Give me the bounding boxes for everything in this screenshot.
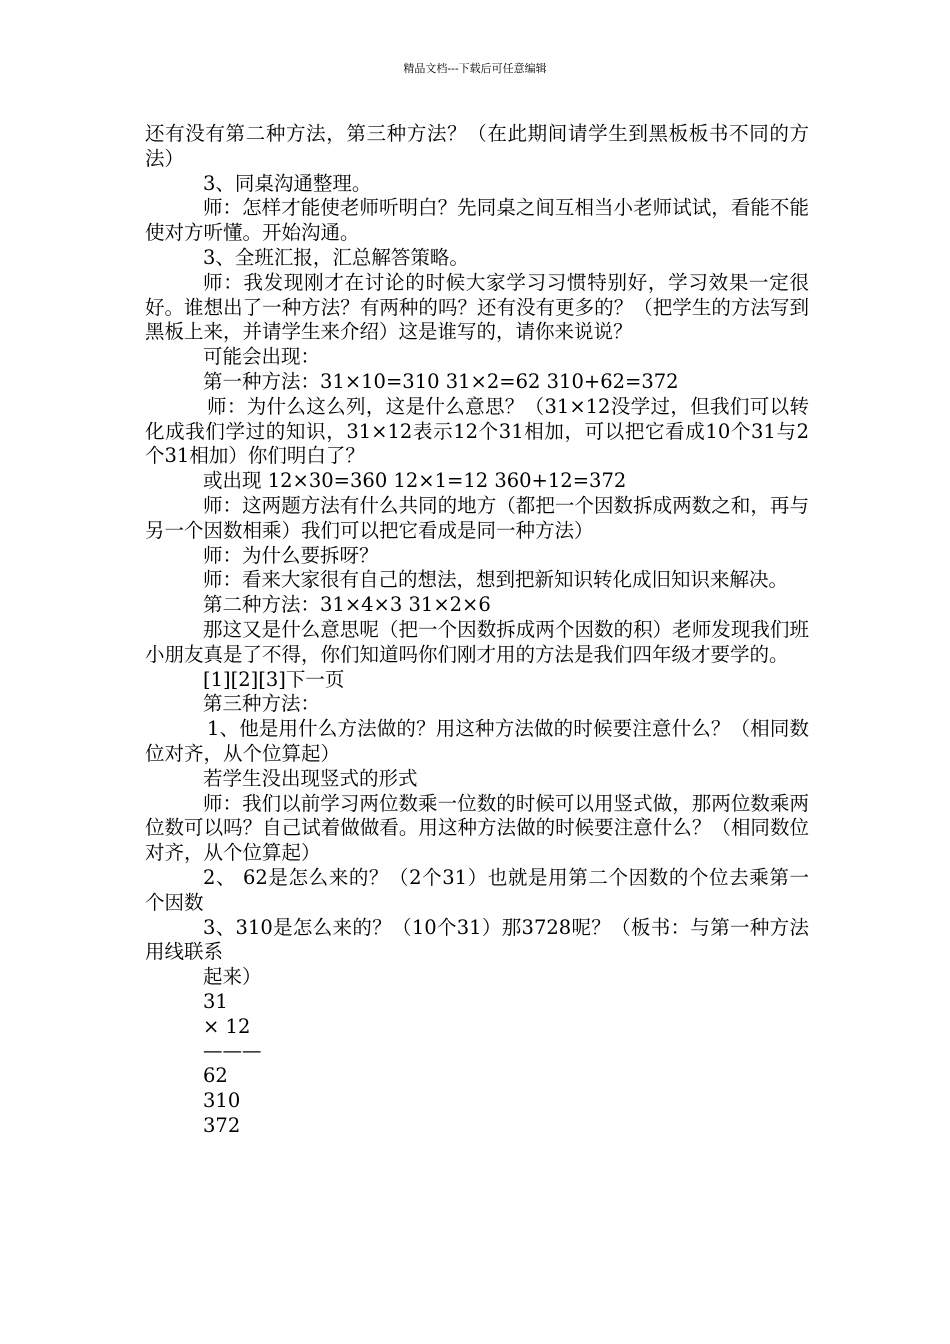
vertical-calc-multiplier: × 12 <box>203 1014 251 1038</box>
paragraph-teacher-split: 师：为什么要拆呀？ <box>203 543 379 567</box>
paragraph-question-3: 3、310是怎么来的？（10个31）那3728呢？（板书：与第一种方法用线联系 <box>145 915 809 964</box>
paragraph-teacher-discover: 师：我发现刚才在讨论的时候大家学习习惯特别好，学习效果一定很好。谁想出了一种方法？有两种的吗？还有没有更多的？（把学生的方法写到黑板上来，并请学生来介绍）这是谁写的，请你来说说？ <box>145 270 809 344</box>
document-body <box>145 122 809 1139</box>
paragraph-alternative: 或出现 12×30=360 12×1=12 360+12=372 <box>203 469 627 493</box>
vertical-calc-result: 372 <box>203 1113 241 1137</box>
paragraph-teacher-ideas: 师：看来大家很有自己的想法，想到把新知识转化成旧知识来解决。 <box>203 568 789 592</box>
paragraph-no-vertical: 若学生没出现竖式的形式 <box>203 766 418 790</box>
page-header: 精品文档---下载后可任意编辑 <box>403 62 547 75</box>
paragraph-method-2-meaning: 那这又是什么意思呢（把一个因数拆成两个因数的积）老师发现我们班小朋友真是了不得，你们知道吗你们刚才用的方法是我们四年级才要学的。 <box>145 617 809 666</box>
paragraph-method-3: 第三种方法： <box>203 692 321 716</box>
paragraph-more-methods: 还有没有第二种方法，第三种方法？（在此期间请学生到黑板板书不同的方法） <box>145 122 809 170</box>
paragraph-step-3-report: 3、全班汇报，汇总解答策略。 <box>203 245 469 269</box>
vertical-calc-partial-2: 310 <box>203 1089 241 1113</box>
paragraph-possible: 可能会出现： <box>203 345 321 369</box>
paragraph-step-3-deskmate: 3、同桌沟通整理。 <box>203 171 372 195</box>
paragraph-method-2: 第二种方法：31×4×3 31×2×6 <box>203 593 491 617</box>
paragraph-teacher-vertical: 师：我们以前学习两位数乘一位数的时候可以用竖式做，那两位数乘两位数可以吗？自己试着做做看。用这种方法做的时候要注意什么？（相同数位对齐，从个位算起） <box>145 791 809 865</box>
paragraph-teacher-communicate: 师：怎样才能使老师听明白？先同桌之间互相当小老师试试，看能不能使对方听懂。开始沟通。 <box>145 196 809 245</box>
paragraph-question-1: 1、他是用什么方法做的？用这种方法做的时候要注意什么？（相同数位对齐，从个位算起） <box>145 717 809 765</box>
paragraph-question-2: 2、 62是怎么来的？（2个31）也就是用第二个因数的个位去乘第一个因数 <box>145 865 809 914</box>
paragraph-method-1: 第一种方法：31×10=310 31×2=62 310+62=372 <box>203 369 679 393</box>
vertical-calc-partial-1: 62 <box>203 1064 228 1088</box>
paragraph-question-3-cont: 起来） <box>203 965 262 989</box>
paragraph-teacher-why: 师：为什么这么列，这是什么意思？（31×12没学过，但我们可以转化成我们学过的知识，31×12表示12个31相加，可以把它看成10个31与2个31相加）你们明白了？ <box>145 394 809 468</box>
vertical-calc-rule: ——— <box>203 1039 262 1063</box>
paragraph-teacher-common: 师：这两题方法有什么共同的地方（都把一个因数拆成两数之和，再与另一个因数相乘）我们可以把它看成是同一种方法） <box>145 493 809 542</box>
pagination-link[interactable]: [1][2][3]下一页 <box>203 667 345 691</box>
vertical-calc-multiplicand: 31 <box>203 989 228 1013</box>
